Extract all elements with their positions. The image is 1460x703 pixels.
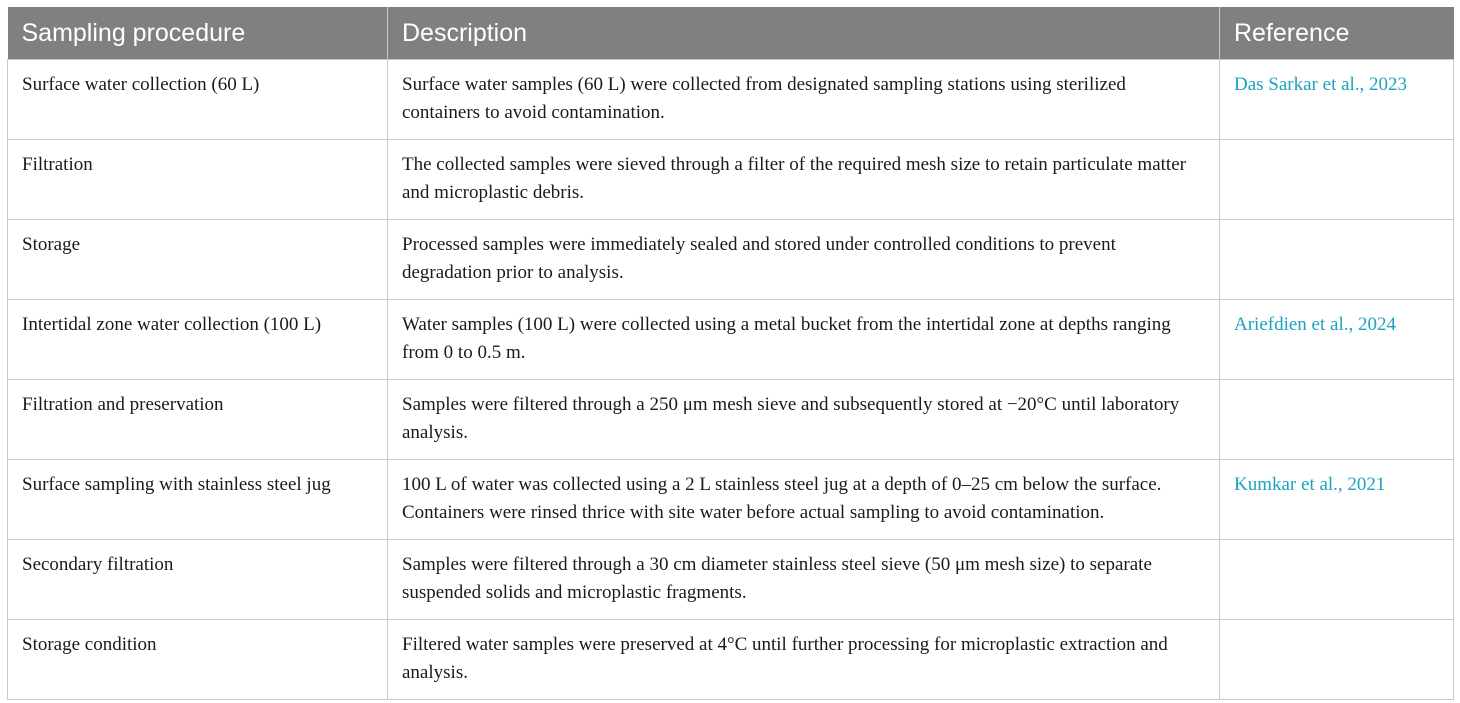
table-row xyxy=(8,300,1454,380)
reference-cell xyxy=(1220,380,1454,460)
reference-cell xyxy=(1220,540,1454,620)
procedure-cell: Surface water collection (60 L) xyxy=(8,60,388,140)
table-row xyxy=(8,380,1454,460)
procedure-cell: Surface sampling with stainless steel jug xyxy=(8,460,388,540)
description-cell: 100 L of water was collected using a 2 L stainless steel jug at a depth of 0–25 cm below the surface. Containers were rinsed thrice with site water before actual sampling to avoid contamination. xyxy=(388,460,1220,540)
description-cell: Filtered water samples were preserved at 4°C until further processing for microplastic extraction and analysis. xyxy=(388,620,1220,700)
reference-cell xyxy=(1220,60,1454,140)
procedure-cell: Storage xyxy=(8,220,388,300)
description-cell: Processed samples were immediately sealed and stored under controlled conditions to prevent degradation prior to analysis. xyxy=(388,220,1220,300)
header-row xyxy=(8,7,1454,60)
reference-link[interactable]: Ariefdien et al., 2024 xyxy=(1234,314,1396,335)
header-description: Description xyxy=(388,7,1220,60)
reference-link[interactable]: Kumkar et al., 2021 xyxy=(1234,474,1386,495)
reference-cell xyxy=(1220,300,1454,380)
table-row xyxy=(8,220,1454,300)
table-row xyxy=(8,540,1454,620)
procedure-cell: Filtration and preservation xyxy=(8,380,388,460)
description-cell: The collected samples were sieved through a filter of the required mesh size to retain particulate matter and microplastic debris. xyxy=(388,140,1220,220)
table-header xyxy=(8,7,1454,60)
reference-cell xyxy=(1220,220,1454,300)
procedure-cell: Storage condition xyxy=(8,620,388,700)
header-reference: Reference xyxy=(1220,7,1454,60)
sampling-table-container xyxy=(7,7,1453,700)
description-cell: Samples were filtered through a 30 cm diameter stainless steel sieve (50 μm mesh size) to separate suspended solids and microplastic fragments. xyxy=(388,540,1220,620)
description-cell: Samples were filtered through a 250 μm mesh sieve and subsequently stored at −20°C until laboratory analysis. xyxy=(388,380,1220,460)
reference-link[interactable]: Das Sarkar et al., 2023 xyxy=(1234,74,1408,95)
reference-cell xyxy=(1220,140,1454,220)
procedure-cell: Secondary filtration xyxy=(8,540,388,620)
reference-cell xyxy=(1220,460,1454,540)
description-cell: Surface water samples (60 L) were collected from designated sampling stations using sterilized containers to avoid contamination. xyxy=(388,60,1220,140)
table-row xyxy=(8,60,1454,140)
table-row xyxy=(8,460,1454,540)
sampling-procedures-table xyxy=(7,7,1454,700)
procedure-cell: Intertidal zone water collection (100 L) xyxy=(8,300,388,380)
table-row xyxy=(8,620,1454,700)
table-row xyxy=(8,140,1454,220)
reference-cell xyxy=(1220,620,1454,700)
description-cell: Water samples (100 L) were collected using a metal bucket from the intertidal zone at depths ranging from 0 to 0.5 m. xyxy=(388,300,1220,380)
procedure-cell: Filtration xyxy=(8,140,388,220)
table-body xyxy=(8,60,1454,700)
header-sampling-procedure: Sampling procedure xyxy=(8,7,388,60)
